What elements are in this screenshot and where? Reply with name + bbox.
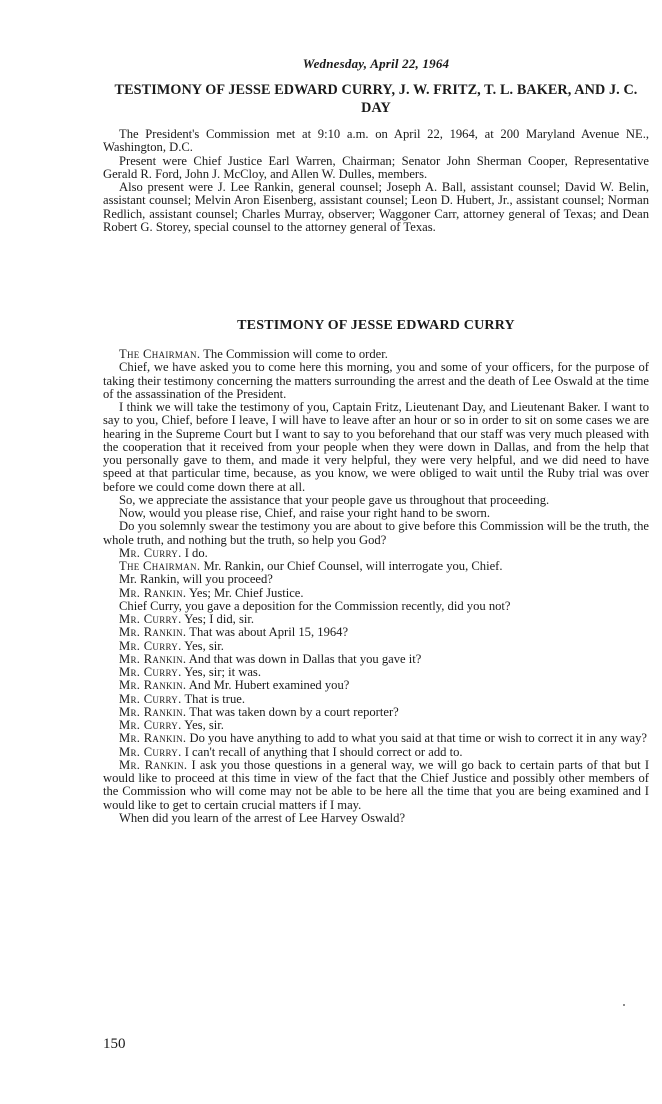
testimony-text: And Mr. Hubert examined you? [186, 678, 350, 693]
testimony-text: Yes, sir. [181, 718, 224, 732]
dateline: Wednesday, April 22, 1964 [302, 56, 450, 71]
testimony-paragraph [103, 494, 649, 507]
testimony-paragraph [103, 653, 649, 666]
testimony-paragraph [103, 401, 649, 494]
testimony-text: Mr. Rankin, will you proceed? [119, 572, 273, 587]
speaker-label: Mr. Curry. [119, 691, 182, 706]
testimony-text: So, we appreciate the assistance that your people gave us throughout that proceeding. [119, 492, 550, 507]
speaker-label: Mr. Rankin. [119, 585, 187, 600]
speaker-label: Mr. Curry. [119, 545, 182, 560]
testimony-text: Mr. Rankin, our Chief Counsel, will interrogate you, Chief. [200, 559, 503, 573]
testimony-text: I ask you those questions in a general way, we will go back to certain parts of that but I would like to proceed at this time in view of the fact that the Chief Justice and possibly other members of the Commission who will come may not be able to be here all the time that you are being examined and I would like to get to certain crucial matters if I may. [103, 757, 650, 812]
speaker-label: Mr. Rankin. [119, 678, 187, 693]
testimony-text: When did you learn of the arrest of Lee Harvey Oswald? [119, 810, 406, 825]
testimony-paragraph [103, 507, 649, 520]
testimony-paragraph [103, 732, 649, 745]
speaker-label: Mr. Rankin. [119, 757, 188, 772]
testimony-text: That is true. [181, 691, 245, 706]
intro-section [103, 128, 649, 234]
testimony-paragraph [103, 560, 649, 573]
speaker-label: The Chairman. [119, 559, 201, 573]
testimony-text: That was taken down by a court reporter? [186, 704, 399, 719]
testimony-paragraph [103, 706, 649, 719]
testimony-text: Yes; Mr. Chief Justice. [186, 585, 304, 600]
testimony-text: Do you solemnly swear the testimony you are about to give before this Commission will be the truth, the whole truth, and nothing but the truth, so help you God? [103, 519, 649, 547]
speaker-label: Mr. Curry. [119, 665, 182, 679]
speaker-label: Mr. Curry. [119, 638, 182, 653]
speaker-label: Mr. Curry. [119, 718, 182, 732]
testimony-text: Yes; I did, sir. [181, 612, 254, 626]
testimony-text: Now, would you please rise, Chief, and raise your right hand to be sworn. [119, 506, 490, 520]
print-speck [623, 1004, 625, 1006]
testimony-paragraph [103, 520, 649, 547]
testimony-paragraph [103, 693, 649, 706]
page-number: 150 [103, 1036, 126, 1052]
intro-paragraph: Also present were J. Lee Rankin, general counsel; Joseph A. Ball, assistant counsel; David W. Belin, assistant counsel; Melvin Aron Eisenberg, assistant counsel; Leon D. Hubert, Jr., assistant counsel; Norman Redlich, assistant counsel; Charles Murray, observer; Waggoner Carr, attorney general of Texas; and Dean Robert G. Storey, special counsel to the attorney general of Texas. [103, 180, 649, 234]
testimony-paragraph [103, 759, 649, 812]
testimony-text: Yes, sir. [181, 638, 224, 653]
testimony-paragraph [103, 746, 649, 759]
speaker-label: Mr. Rankin. [119, 651, 187, 666]
speaker-label: Mr. Rankin. [119, 625, 187, 640]
intro-paragraph: The President's Commission met at 9:10 a.m. on April 22, 1964, at 200 Maryland Avenue NE., Washington, D.C. [103, 127, 649, 155]
testimony-paragraph [103, 679, 649, 692]
testimony-paragraph [103, 547, 649, 560]
testimony-paragraph [103, 666, 649, 679]
speaker-label: Mr. Curry. [119, 744, 182, 759]
testimony-text: I think we will take the testimony of you, Captain Fritz, Lieutenant Day, and Lieutenant Baker. I want to say to you, Chief, before I leave, I will have to leave after an hour or so in order to sit on some cases we are hearing in the Supreme Court but I want to say to you beforehand that our staff was very much pleased with the cooperation that it received from your people when they were down in Dallas, and from the help that you personally gave to them, and made it very helpful, they were very helpful, and we did need to have speed at that particular time, because, as you know, we were obliged to wait until the Ruby trial was over before we could come down there at all. [103, 400, 649, 494]
section-title: TESTIMONY OF JESSE EDWARD CURRY [237, 318, 515, 333]
speaker-label: Mr. Rankin. [119, 704, 187, 719]
testimony-paragraph [103, 626, 649, 639]
intro-paragraph: Present were Chief Justice Earl Warren, Chairman; Senator John Sherman Cooper, Representative Gerald R. Ford, John J. McCloy, and Allen W. Dulles, members. [103, 153, 649, 181]
testimony-text: And that was down in Dallas that you gave it? [186, 651, 422, 666]
testimony-text: Yes, sir; it was. [181, 665, 261, 679]
testimony-text: That was about April 15, 1964? [186, 625, 349, 640]
testimony-paragraph [103, 812, 649, 825]
testimony-paragraph [103, 613, 649, 626]
testimony-paragraph [103, 719, 649, 732]
testimony-paragraph [103, 600, 649, 613]
speaker-label: Mr. Curry. [119, 612, 182, 626]
testimony-text: I can't recall of anything that I should correct or add to. [181, 744, 463, 759]
testimony-body [103, 348, 649, 825]
speaker-label: The Chairman. [119, 347, 201, 361]
testimony-text: Chief, we have asked you to come here this morning, you and some of your officers, for the purpose of taking their testimony concerning the matters surrounding the arrest and the death of Lee Oswald at the time of the assassination of the President. [103, 360, 649, 401]
testimony-paragraph [103, 587, 649, 600]
testimony-paragraph [103, 361, 649, 401]
testimony-text: I do. [181, 545, 208, 560]
document-title: TESTIMONY OF JESSE EDWARD CURRY, J. W. FRITZ, T. L. BAKER, AND J. C. DAY [114, 82, 638, 116]
testimony-text: The Commission will come to order. [200, 347, 388, 361]
testimony-paragraph [103, 640, 649, 653]
testimony-text: Chief Curry, you gave a deposition for the Commission recently, did you not? [119, 598, 511, 613]
testimony-text: Do you have anything to add to what you said at that time or wish to correct it in any way? [186, 731, 647, 746]
testimony-paragraph [103, 573, 649, 586]
speaker-label: Mr. Rankin. [119, 731, 187, 746]
testimony-paragraph [103, 348, 649, 361]
